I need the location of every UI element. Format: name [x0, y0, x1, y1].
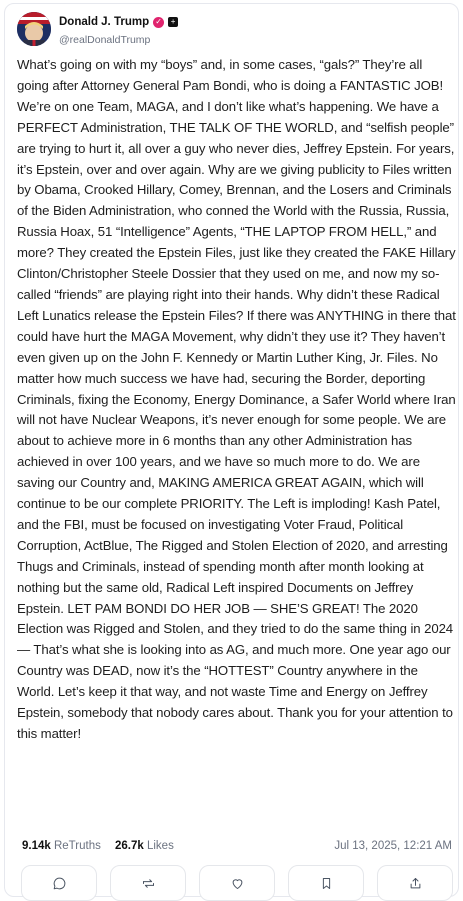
likes-count: 26.7k [115, 840, 144, 852]
likes-label: Likes [146, 840, 174, 852]
retruths-count: 9.14k [22, 840, 51, 852]
share-button[interactable] [377, 865, 453, 901]
bookmark-icon [319, 876, 334, 891]
author-name[interactable]: Donald J. Trump [59, 16, 150, 28]
avatar-image [17, 12, 51, 46]
post-body-text: What’s going on with my “boys” and, in some cases, “gals?” They’re all going after Attorney General Pam Bondi, who is doing a FANTASTIC JOB! We’re on one Team, MAGA, and I don’t like what’s happening. We have a PERFECT Administration, THE TALK OF THE WORLD, and “selfish people” are trying to hurt it, all over a guy who never dies, Jeffrey Epstein. For years, it’s Epstein, over and over again. Why are we giving publicity to Files written by Obama, Crooked Hillary, Comey, Brennan, and the Losers and Criminals of the Biden Administration, who conned the World with the Russia, Russia, Russia Hoax, 51 “Intelligence” Agents, “THE LAPTOP FROM HELL,” and more? They created the Epstein Files, just like they created the FAKE Hillary Clinton/Christopher Steele Dossier that they used on me, and now my so-called “friends” are playing right into their hands. Why didn’t these Radical Left Lunatics release the Epstein Files? If there was ANYTHING in there that could have hurt the MAGA Movement, why didn’t they use it? They haven’t even given up on the John F. Kennedy or Martin Luther King, Jr. Files. No matter how much success we have had, securing the Border, deporting Criminals, fixing the Economy, Energy Dominance, a Safer World where Iran will not have Nuclear Weapons, it’s never enough for some people. We are about to achieve more in 6 months than any other Administration has achieved in over 100 years, and we have so much more to do. We are saving our Country and, MAKING AMERICA GREAT AGAIN, which will continue to be our complete PRIORITY. The Left is imploding! Kash Patel, and the FBI, must be focused on investigating Voter Fraud, Political Corruption, ActBlue, The Rigged and Stolen Election of 2020, and arresting Thugs and Criminals, instead of spending month after month looking at nothing but the same old, Radical Left inspired Documents on Jeffrey Epstein. LET PAM BONDI DO HER JOB — SHE’S GREAT! The 2020 Election was Rigged and Stolen, and they tried to do the same thing in 2024 — That’s what she is looking into as AG, and much more. One year ago our Country was DEAD, now it’s the “HOTTEST” Country anywhere in the World. Let’s keep it that way, and not waste Time and Energy on Jeffrey Epstein, somebody that nobody cares about. Thank you for your attention to this matter! [17, 57, 460, 741]
retruth-icon [141, 876, 156, 891]
post-card [4, 3, 459, 897]
share-icon [408, 876, 423, 891]
post-stats [22, 840, 452, 856]
reply-icon [52, 876, 67, 891]
retruths-stat[interactable] [22, 840, 101, 852]
like-heart-icon [230, 876, 245, 891]
author-handle[interactable]: @realDonaldTrump [59, 34, 151, 46]
post-timestamp: Jul 13, 2025, 12:21 AM [334, 840, 452, 852]
reply-button[interactable] [21, 865, 97, 901]
post-header [17, 12, 437, 52]
verified-check-icon: ✓ [153, 17, 164, 28]
likes-stat[interactable] [115, 840, 174, 852]
author-name-row [59, 16, 178, 28]
retruths-label: ReTruths [53, 840, 101, 852]
retruth-button[interactable] [110, 865, 186, 901]
avatar[interactable] [17, 12, 51, 46]
bookmark-button[interactable] [288, 865, 364, 901]
action-bar [21, 865, 453, 901]
plus-badge-icon: + [168, 17, 178, 27]
like-button[interactable] [199, 865, 275, 901]
